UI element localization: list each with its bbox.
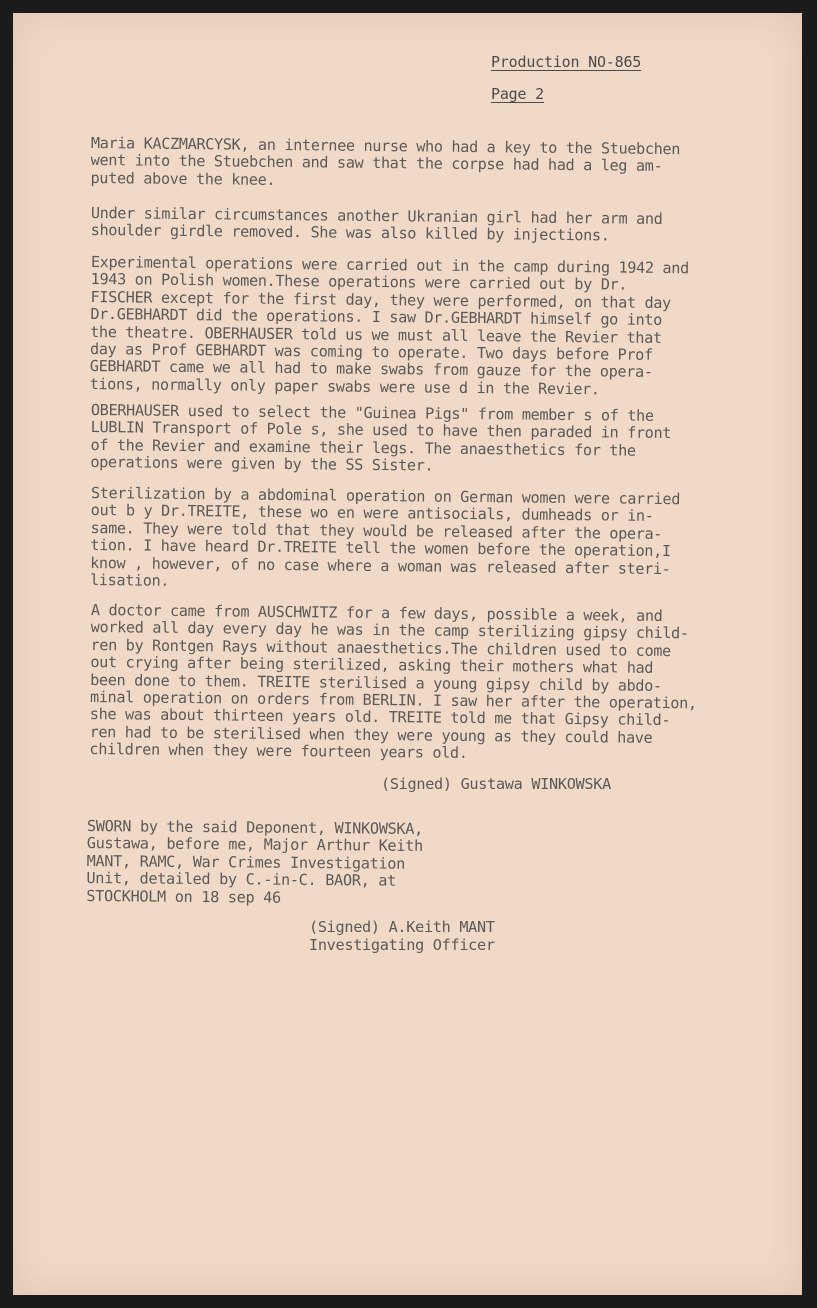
paragraph-sterilization: Sterilization by a abdominal operation on German women were carried out b y Dr.TREITE, these wo en were antisocials, dumheads or in- same. They were told that they would be released after the opera- tion. I have heard Dr.TREITE tell the women before the operation,I know , however, of no case where a woman was released after steri- lisation. bbox=[89, 484, 681, 590]
document-sheet bbox=[13, 13, 802, 1295]
production-number: Production NO-865 bbox=[491, 53, 642, 71]
paragraph-kaczmarcysk: Maria KACZMARCYSK, an internee nurse who had a key to the Stuebchen went into the Stuebchen and saw that the corpse had had a leg am- puted above the knee. bbox=[90, 134, 681, 189]
investigating-officer-signature: (Signed) A.Keith MANT Investigating Officer bbox=[309, 918, 495, 954]
paragraph-experimental-operations: Experimental operations were carried out in the camp during 1942 and 1943 on Polish women.These operations were carried out by Dr. FISCHER except for the first day, they were performed, on that day Dr.GEBHARDT did the operations. I saw Dr.GEBHARDT himself go into the theatre. OBERHAUSER told us we must all leave the Revier that day as Prof GEBHARDT was coming to operate. Two days before Prof GEBHARDT came we all had to make swabs from gauze for the opera- tions, normally only paper swabs were use d in the Revier. bbox=[89, 253, 689, 399]
page-number: Page 2 bbox=[491, 85, 544, 103]
paragraph-auschwitz-doctor: A doctor came from AUSCHWITZ for a few days, possible a week, and worked all day every day he was in the camp sterilizing gipsy child- ren by Rontgen Rays without anaesthetics.The children used to come out crying after being sterilized, asking their mothers what had been done to them. TREITE sterilised a young gipsy child by abdo- minal operation on orders from BERLIN. I saw her after the operation, she was about thirteen years old. TREITE told me that Gipsy child- ren had to be sterilised when they were young as they could have children when they were fourteen years old. bbox=[89, 601, 697, 763]
deponent-signature: (Signed) Gustawa WINKOWSKA bbox=[381, 775, 611, 793]
sworn-statement: SWORN by the said Deponent, WINKOWSKA, Gustawa, before me, Major Arthur Keith MANT, RAMC, War Crimes Investigation Unit, detailed by C.-in-C. BAOR, at STOCKHOLM on 18 sep 46 bbox=[86, 817, 424, 907]
paragraph-ukranian-girl: Under similar circumstances another Ukranian girl had her arm and shoulder girdle removed. She was also killed by injections. bbox=[90, 204, 663, 245]
paragraph-guinea-pigs: OBERHAUSER used to select the "Guinea Pigs" from member s of the LUBLIN Transport of Pole s, she used to have then paraded in front of the Revier and examine their legs. The anaesthetics for the operations were given by the SS Sister. bbox=[90, 401, 672, 475]
document-header bbox=[491, 53, 641, 117]
